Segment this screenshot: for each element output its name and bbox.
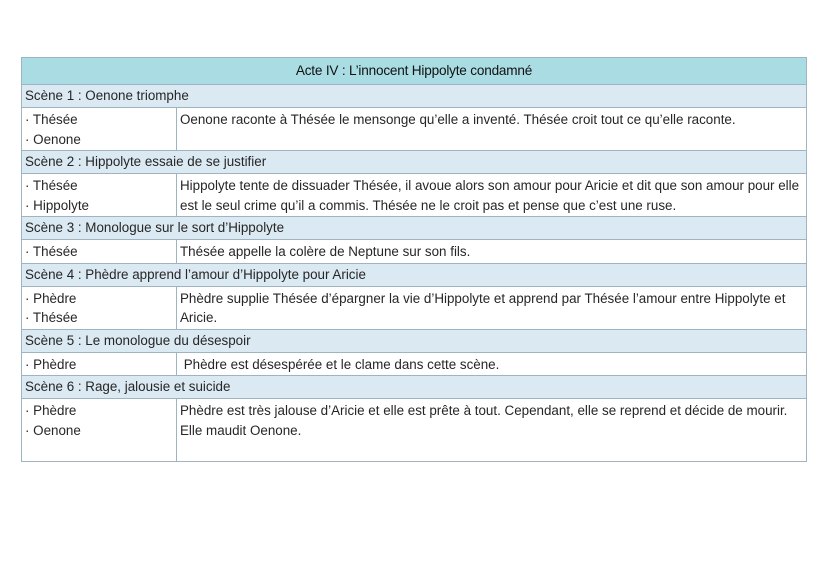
- scene-content-row: [22, 399, 807, 462]
- description-cell: [177, 240, 807, 264]
- scene-heading-row: [22, 329, 807, 352]
- description-cell: [177, 399, 807, 462]
- characters-cell: [22, 108, 177, 151]
- character-name: · Hippolyte: [25, 197, 90, 213]
- characters-cell: [22, 352, 177, 376]
- act-summary-table: [21, 57, 807, 462]
- character-name: · Phèdre: [25, 290, 77, 306]
- character-name: · Thésée: [25, 244, 78, 259]
- description-cell: [177, 286, 807, 329]
- character-name: · Thésée: [25, 310, 78, 325]
- scene-description: Oenone raconte à Thésée le mensonge qu’elle a inventé. Thésée croit tout ce qu’elle raconte.: [180, 112, 736, 127]
- scene-content-row: [22, 108, 807, 151]
- scene-heading-row: [22, 376, 807, 399]
- character-name: · Phèdre: [25, 356, 77, 372]
- scene-heading-row: [22, 151, 807, 174]
- description-cell: [177, 174, 807, 217]
- scene-heading: Scène 5 : Le monologue du désespoir: [22, 329, 807, 352]
- scene-heading: Scène 2 : Hippolyte essaie de se justifier: [22, 151, 807, 174]
- characters-cell: [22, 399, 177, 462]
- scene-heading-row: [22, 263, 807, 286]
- characters-cell: [22, 240, 177, 264]
- description-cell: [177, 352, 807, 376]
- scene-description: Thésée appelle la colère de Neptune sur son fils.: [180, 244, 471, 259]
- description-cell: [177, 108, 807, 151]
- table-title-row: [22, 58, 807, 85]
- character-name: · Oenone: [25, 131, 81, 147]
- scene-description: Phèdre est désespérée et le clame dans cette scène.: [180, 356, 500, 372]
- character-name: · Thésée: [25, 178, 78, 193]
- scene-heading: Scène 4 : Phèdre apprend l’amour d’Hippolyte pour Aricie: [22, 263, 807, 286]
- character-name: · Thésée: [25, 112, 78, 127]
- act-title: Acte IV : L’innocent Hippolyte condamné: [22, 58, 807, 85]
- scene-description: Phèdre supplie Thésée d’épargner la vie d’Hippolyte et apprend par Thésée l’amour entre Hippolyte et Aricie.: [180, 290, 786, 325]
- character-name: · Phèdre: [25, 403, 77, 418]
- scene-description: Phèdre est très jalouse d’Aricie et elle est prête à tout. Cependant, elle se reprend et décide de mourir. Elle maudit Oenone.: [180, 403, 788, 438]
- scene-heading-row: [22, 85, 807, 108]
- scene-content-row: [22, 174, 807, 217]
- character-name: · Oenone: [25, 422, 81, 438]
- scene-content-row: [22, 240, 807, 264]
- scene-heading-row: [22, 217, 807, 240]
- scene-heading: Scène 6 : Rage, jalousie et suicide: [22, 376, 807, 399]
- scene-heading: Scène 3 : Monologue sur le sort d’Hippolyte: [22, 217, 807, 240]
- scene-heading: Scène 1 : Oenone triomphe: [22, 85, 807, 108]
- characters-cell: [22, 174, 177, 217]
- scene-description: Hippolyte tente de dissuader Thésée, il avoue alors son amour pour Aricie et dit que son amour pour elle est le seul crime qu’il a commis. Thésée ne le croit pas et pense que c’est une ruse.: [180, 178, 800, 213]
- characters-cell: [22, 286, 177, 329]
- scene-content-row: [22, 286, 807, 329]
- scene-content-row: [22, 352, 807, 376]
